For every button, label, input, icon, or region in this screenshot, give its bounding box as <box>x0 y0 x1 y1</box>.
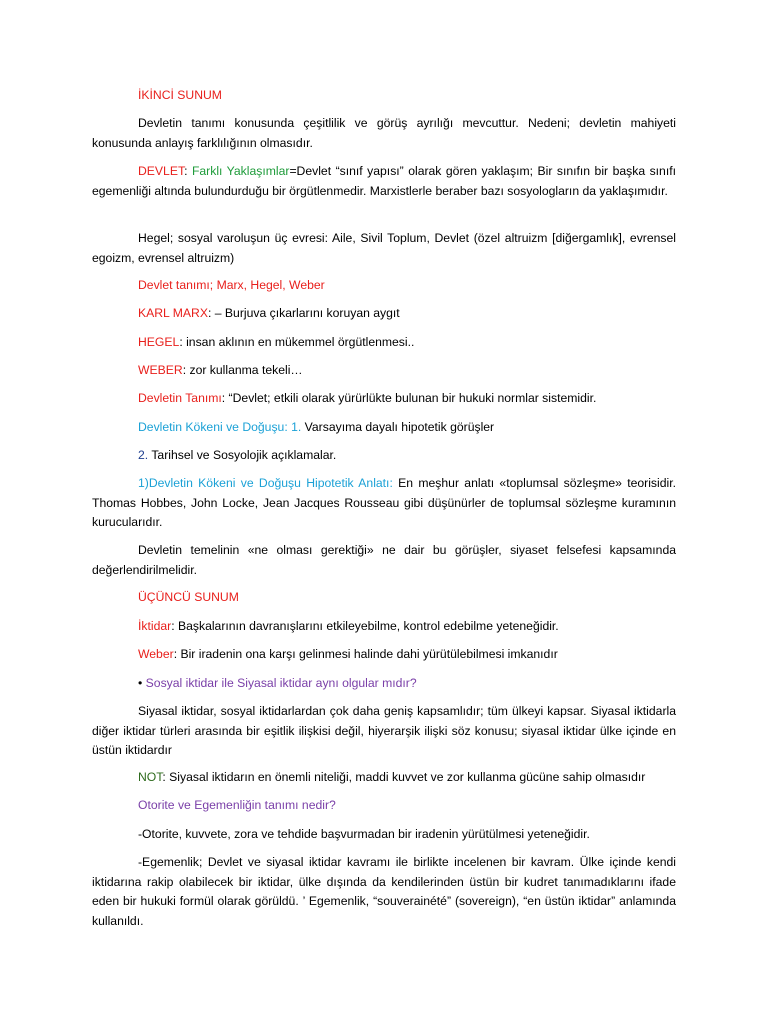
section-heading-ikinci-sunum: İKİNCİ SUNUM <box>138 88 222 102</box>
paragraph-weber: WEBER: zor kullanma tekeli… <box>138 363 303 377</box>
paragraph-tarihsel-aciklamalar: 2. Tarihsel ve Sosyolojik açıklamalar. <box>138 448 337 462</box>
paragraph-weber-irade: Weber: Bir iradenin ona karşı gelinmesi halinde dahi yürütülebilmesi imkanıdır <box>138 647 558 661</box>
section-heading-ucuncu-sunum: ÜÇÜNCÜ SUNUM <box>138 590 239 604</box>
paragraph-not: NOT: Siyasal iktidarın en önemli niteliği, maddi kuvvet ve zor kullanma gücüne sahip olmasıdır <box>138 770 646 784</box>
paragraph-hegel: HEGEL: insan aklının en mükemmel örgütlenmesi.. <box>138 335 415 349</box>
paragraph-devlet-tanimi-marx-hegel-weber: Devlet tanımı; Marx, Hegel, Weber <box>138 278 325 292</box>
paragraph-karl-marx: KARL MARX: – Burjuva çıkarlarını koruyan aygıt <box>138 306 400 320</box>
paragraph-hipotetik-anlati: 1)Devletin Kökeni ve Doğuşu Hipotetik Anlatı: En meşhur anlatı «toplumsal sözleşme» teorisidir. Thomas Hobbes, John Locke, Jean Jacques Rousseau gibi düşünürler de toplumsal sözleşme kuramının kurucularıdır. <box>92 476 676 529</box>
paragraph-devletin-tanimi: Devletin Tanımı: “Devlet; etkili olarak yürürlükte bulunan bir hukuki normlar sistemidir. <box>138 391 597 405</box>
paragraph-iktidar: İktidar: Başkalarının davranışlarını etkileyebilme, kontrol edebilme yeteneğidir. <box>138 619 559 633</box>
paragraph-devlet-tanimi: Devletin tanımı konusunda çeşitlilik ve görüş ayrılığı mevcuttur. Nedeni; devletin mahiyeti konusunda anlayış farklılığının olmasıdır. <box>92 116 676 150</box>
paragraph-otorite: -Otorite, kuvvete, zora ve tehdide başvurmadan bir iradenin yürütülmesi yeteneğidir. <box>138 827 590 841</box>
paragraph-egemenlik: -Egemenlik; Devlet ve siyasal iktidar kavramı ile birlikte incelenen bir kavram. Ülke içinde kendi iktidarına rakip olabilecek bir iktidar, ülke dışında da kendilerinden üstün bir kudret tanımadıklarını ifade eden bir hukuki formül olarak görüldü. ’ Egemenlik, “souverainété” (sovereign), “en üstün iktidar” anlamında kullanıldı. <box>92 855 676 928</box>
paragraph-hegel-evreler: Hegel; sosyal varoluşun üç evresi: Aile, Sivil Toplum, Devlet (özel altruizm [diğergamlık], evrensel egoizm, evrensel altruizm) <box>92 231 676 265</box>
paragraph-sosyal-siyasal-soru: • Sosyal iktidar ile Siyasal iktidar aynı olgular mıdır? <box>138 676 417 690</box>
paragraph-siyasal-iktidar: Siyasal iktidar, sosyal iktidarlardan çok daha geniş kapsamlıdır; tüm ülkeyi kapsar. Siyasal iktidarla diğer iktidar türleri arasında bir eşitlik ilişkisi değil, hiyerarşik ilişki söz konusu; siyasal iktidar ülke içinde en üstün iktidardır <box>92 704 676 757</box>
paragraph-devletin-temeli: Devletin temelinin «ne olması gerektiği» ne dair bu görüşler, siyaset felsefesi kapsamında değerlendirilmelidir. <box>92 543 676 577</box>
paragraph-devlet-yaklasimlar: DEVLET: Farklı Yaklaşımlar=Devlet “sınıf yapısı” olarak gören yaklaşım; Bir sınıfın bir başka sınıfı egemenliği altında bulundurduğu bir örgütlenmedir. Marxistlerle beraber bazı sosyologların da yaklaşımıdır. <box>92 164 676 198</box>
bullet-icon: • <box>138 676 143 690</box>
paragraph-devletin-kokeni: Devletin Kökeni ve Doğuşu: 1. Varsayıma dayalı hipotetik görüşler <box>138 420 495 434</box>
paragraph-otorite-egemenlik-soru: Otorite ve Egemenliğin tanımı nedir? <box>138 798 336 812</box>
